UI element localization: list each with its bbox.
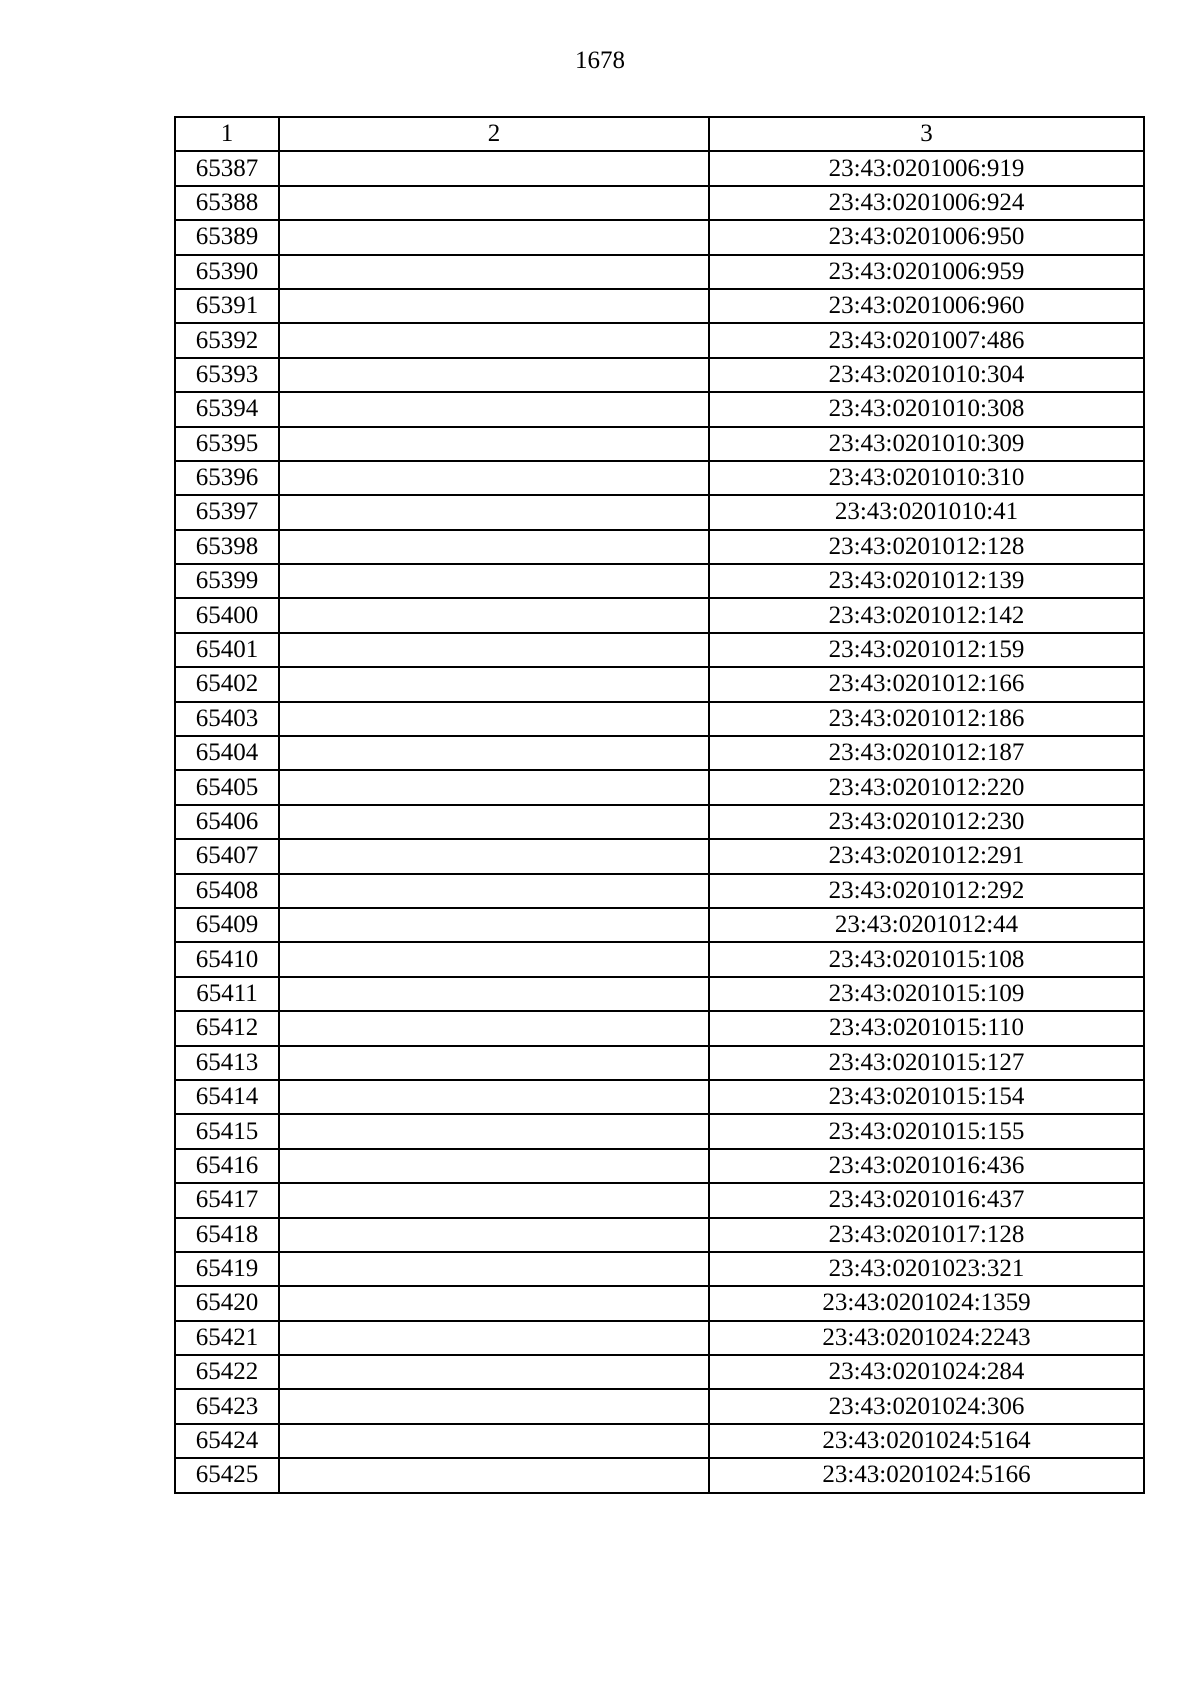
description-cell — [279, 977, 709, 1011]
row-number-cell: 65396 — [175, 461, 279, 495]
cadastral-number-cell: 23:43:0201012:187 — [709, 736, 1144, 770]
table-row — [175, 942, 1144, 976]
row-number-cell: 65408 — [175, 874, 279, 908]
table-row — [175, 1149, 1144, 1183]
row-number-cell: 65394 — [175, 392, 279, 426]
table-row — [175, 1252, 1144, 1286]
row-number-cell: 65401 — [175, 633, 279, 667]
cadastral-number-cell: 23:43:0201024:5164 — [709, 1424, 1144, 1458]
table-row — [175, 530, 1144, 564]
row-number-cell: 65392 — [175, 323, 279, 357]
description-cell — [279, 1080, 709, 1114]
cadastral-number-cell: 23:43:0201024:1359 — [709, 1286, 1144, 1320]
cadastral-number-cell: 23:43:0201015:155 — [709, 1114, 1144, 1148]
row-number-cell: 65406 — [175, 805, 279, 839]
row-number-cell: 65387 — [175, 151, 279, 185]
row-number-cell: 65418 — [175, 1218, 279, 1252]
row-number-cell: 65391 — [175, 289, 279, 323]
cadastral-number-cell: 23:43:0201012:139 — [709, 564, 1144, 598]
table-row — [175, 702, 1144, 736]
description-cell — [279, 1218, 709, 1252]
description-cell — [279, 1046, 709, 1080]
table-row — [175, 874, 1144, 908]
description-cell — [279, 633, 709, 667]
cadastral-number-cell: 23:43:0201006:919 — [709, 151, 1144, 185]
cadastral-number-cell: 23:43:0201012:292 — [709, 874, 1144, 908]
row-number-cell: 65420 — [175, 1286, 279, 1320]
table-row — [175, 805, 1144, 839]
cadastral-number-cell: 23:43:0201012:44 — [709, 908, 1144, 942]
row-number-cell: 65417 — [175, 1183, 279, 1217]
table-row — [175, 1355, 1144, 1389]
table-row — [175, 633, 1144, 667]
cadastral-number-cell: 23:43:0201024:306 — [709, 1389, 1144, 1423]
cadastral-number-cell: 23:43:0201012:291 — [709, 839, 1144, 873]
description-cell — [279, 874, 709, 908]
description-cell — [279, 461, 709, 495]
description-cell — [279, 427, 709, 461]
cadastral-number-cell: 23:43:0201010:309 — [709, 427, 1144, 461]
table-row — [175, 667, 1144, 701]
table-row — [175, 1286, 1144, 1320]
cadastral-number-cell: 23:43:0201012:128 — [709, 530, 1144, 564]
description-cell — [279, 1149, 709, 1183]
description-cell — [279, 667, 709, 701]
table-row — [175, 392, 1144, 426]
row-number-cell: 65398 — [175, 530, 279, 564]
table-row — [175, 495, 1144, 529]
register-table — [174, 116, 1145, 1494]
cadastral-number-cell: 23:43:0201007:486 — [709, 323, 1144, 357]
cadastral-number-cell: 23:43:0201010:308 — [709, 392, 1144, 426]
cadastral-number-cell: 23:43:0201010:41 — [709, 495, 1144, 529]
cadastral-number-cell: 23:43:0201006:959 — [709, 255, 1144, 289]
description-cell — [279, 736, 709, 770]
table-row — [175, 358, 1144, 392]
row-number-cell: 65413 — [175, 1046, 279, 1080]
row-number-cell: 65411 — [175, 977, 279, 1011]
table-body — [175, 151, 1144, 1492]
table-row — [175, 1183, 1144, 1217]
cadastral-number-cell: 23:43:0201015:108 — [709, 942, 1144, 976]
cadastral-number-cell: 23:43:0201024:2243 — [709, 1321, 1144, 1355]
cadastral-number-cell: 23:43:0201006:924 — [709, 186, 1144, 220]
cadastral-number-cell: 23:43:0201012:230 — [709, 805, 1144, 839]
table-row — [175, 598, 1144, 632]
table-row — [175, 220, 1144, 254]
row-number-cell: 65419 — [175, 1252, 279, 1286]
column-header-3: 3 — [709, 117, 1144, 151]
description-cell — [279, 186, 709, 220]
table-row — [175, 289, 1144, 323]
description-cell — [279, 770, 709, 804]
description-cell — [279, 1011, 709, 1045]
cadastral-number-cell: 23:43:0201010:304 — [709, 358, 1144, 392]
cadastral-number-cell: 23:43:0201015:109 — [709, 977, 1144, 1011]
description-cell — [279, 1424, 709, 1458]
cadastral-number-cell: 23:43:0201015:127 — [709, 1046, 1144, 1080]
description-cell — [279, 1114, 709, 1148]
row-number-cell: 65393 — [175, 358, 279, 392]
row-number-cell: 65423 — [175, 1389, 279, 1423]
row-number-cell: 65389 — [175, 220, 279, 254]
description-cell — [279, 530, 709, 564]
description-cell — [279, 1389, 709, 1423]
row-number-cell: 65415 — [175, 1114, 279, 1148]
cadastral-number-cell: 23:43:0201010:310 — [709, 461, 1144, 495]
description-cell — [279, 1355, 709, 1389]
table-row — [175, 323, 1144, 357]
description-cell — [279, 220, 709, 254]
row-number-cell: 65397 — [175, 495, 279, 529]
description-cell — [279, 702, 709, 736]
row-number-cell: 65425 — [175, 1458, 279, 1492]
table-row — [175, 1458, 1144, 1492]
description-cell — [279, 805, 709, 839]
row-number-cell: 65388 — [175, 186, 279, 220]
cadastral-number-cell: 23:43:0201012:159 — [709, 633, 1144, 667]
row-number-cell: 65395 — [175, 427, 279, 461]
table-row — [175, 255, 1144, 289]
row-number-cell: 65400 — [175, 598, 279, 632]
row-number-cell: 65424 — [175, 1424, 279, 1458]
table-row — [175, 1389, 1144, 1423]
description-cell — [279, 289, 709, 323]
table-row — [175, 1080, 1144, 1114]
description-cell — [279, 942, 709, 976]
row-number-cell: 65403 — [175, 702, 279, 736]
cadastral-number-cell: 23:43:0201012:220 — [709, 770, 1144, 804]
cadastral-number-cell: 23:43:0201015:154 — [709, 1080, 1144, 1114]
row-number-cell: 65399 — [175, 564, 279, 598]
cadastral-number-cell: 23:43:0201012:142 — [709, 598, 1144, 632]
row-number-cell: 65422 — [175, 1355, 279, 1389]
row-number-cell: 65407 — [175, 839, 279, 873]
row-number-cell: 65404 — [175, 736, 279, 770]
table-row — [175, 1046, 1144, 1080]
description-cell — [279, 908, 709, 942]
row-number-cell: 65412 — [175, 1011, 279, 1045]
page-number: 1678 — [575, 47, 625, 74]
row-number-cell: 65410 — [175, 942, 279, 976]
cadastral-number-cell: 23:43:0201006:950 — [709, 220, 1144, 254]
table-row — [175, 908, 1144, 942]
table-row — [175, 839, 1144, 873]
description-cell — [279, 1286, 709, 1320]
table-row — [175, 1424, 1144, 1458]
description-cell — [279, 839, 709, 873]
cadastral-number-cell: 23:43:0201016:436 — [709, 1149, 1144, 1183]
table-row — [175, 736, 1144, 770]
row-number-cell: 65405 — [175, 770, 279, 804]
description-cell — [279, 358, 709, 392]
column-header-1: 1 — [175, 117, 279, 151]
table-row — [175, 1321, 1144, 1355]
cadastral-number-cell: 23:43:0201006:960 — [709, 289, 1144, 323]
row-number-cell: 65421 — [175, 1321, 279, 1355]
cadastral-number-cell: 23:43:0201024:5166 — [709, 1458, 1144, 1492]
table-row — [175, 186, 1144, 220]
cadastral-number-cell: 23:43:0201012:186 — [709, 702, 1144, 736]
description-cell — [279, 495, 709, 529]
table-row — [175, 427, 1144, 461]
description-cell — [279, 392, 709, 426]
cadastral-number-cell: 23:43:0201016:437 — [709, 1183, 1144, 1217]
row-number-cell: 65390 — [175, 255, 279, 289]
table-row — [175, 1218, 1144, 1252]
column-header-2: 2 — [279, 117, 709, 151]
row-number-cell: 65402 — [175, 667, 279, 701]
description-cell — [279, 323, 709, 357]
cadastral-number-cell: 23:43:0201017:128 — [709, 1218, 1144, 1252]
description-cell — [279, 598, 709, 632]
description-cell — [279, 564, 709, 598]
description-cell — [279, 1321, 709, 1355]
table-row — [175, 151, 1144, 185]
table-row — [175, 770, 1144, 804]
description-cell — [279, 1252, 709, 1286]
row-number-cell: 65409 — [175, 908, 279, 942]
cadastral-number-cell: 23:43:0201024:284 — [709, 1355, 1144, 1389]
table-header-row — [175, 117, 1144, 151]
description-cell — [279, 1183, 709, 1217]
table-row — [175, 1114, 1144, 1148]
table-row — [175, 461, 1144, 495]
description-cell — [279, 151, 709, 185]
table-row — [175, 977, 1144, 1011]
cadastral-number-cell: 23:43:0201012:166 — [709, 667, 1144, 701]
description-cell — [279, 255, 709, 289]
row-number-cell: 65416 — [175, 1149, 279, 1183]
cadastral-number-cell: 23:43:0201015:110 — [709, 1011, 1144, 1045]
table-row — [175, 1011, 1144, 1045]
row-number-cell: 65414 — [175, 1080, 279, 1114]
description-cell — [279, 1458, 709, 1492]
cadastral-number-cell: 23:43:0201023:321 — [709, 1252, 1144, 1286]
table-row — [175, 564, 1144, 598]
